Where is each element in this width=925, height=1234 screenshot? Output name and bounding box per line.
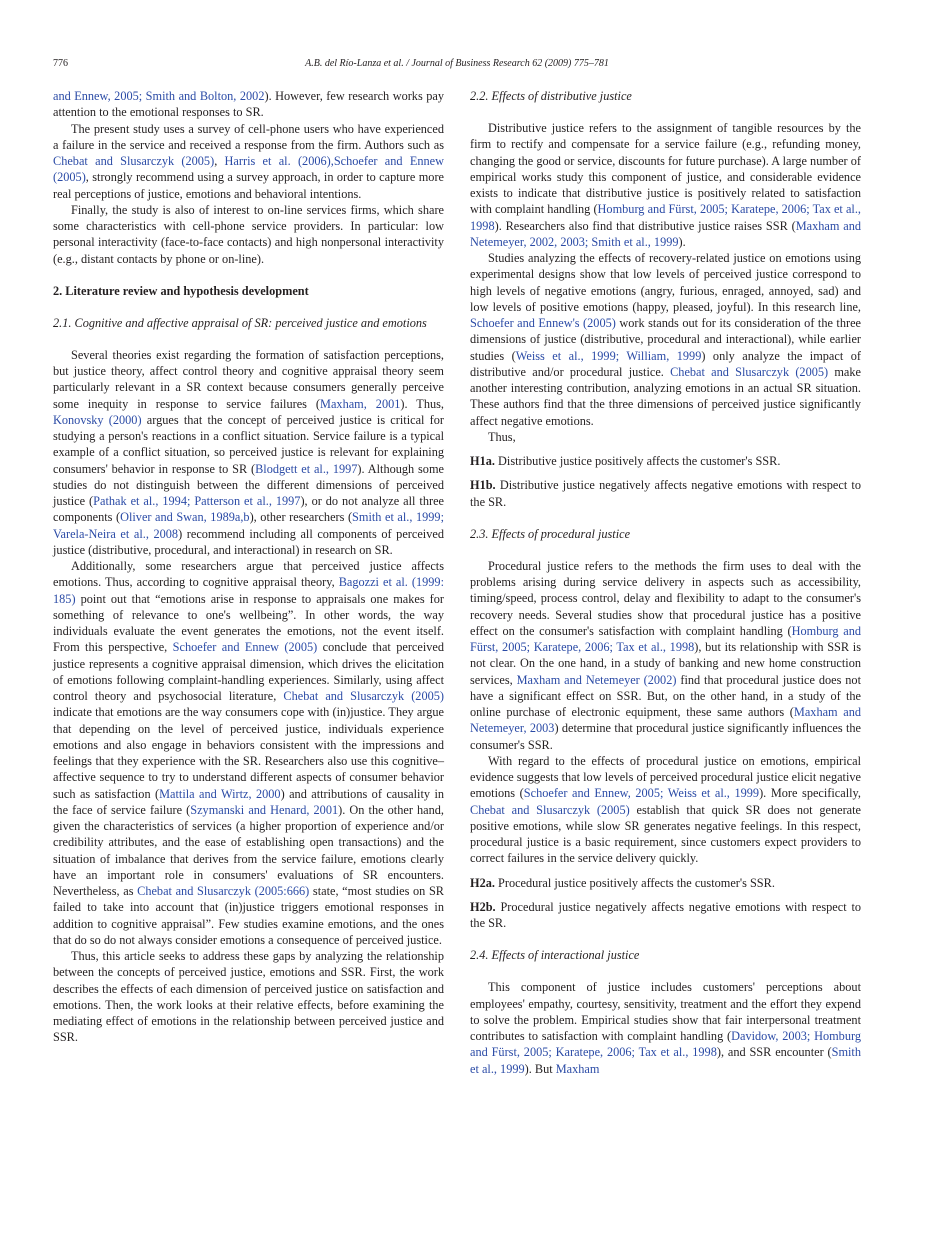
citation-link[interactable]: Davidow, 2003; Homburg and Fürst, 2005; Karatepe, 2006; Tax et al., 1998 bbox=[470, 1029, 861, 1060]
hypothesis-h1a bbox=[470, 453, 861, 469]
paragraph bbox=[53, 121, 444, 202]
hypothesis-h2b bbox=[470, 899, 861, 932]
paragraph-continued bbox=[53, 88, 444, 121]
paragraph: Thus, this article seeks to address these gaps by analyzing the relationship between the concepts of perceived justice, emotions and SSR. First, the work describes the effects of each dimension of perceived justice on satisfaction and emotions. Then, the work looks at their relative effects, before examining the mediating effect of emotions in the relationship between perceived justice and SSR. bbox=[53, 949, 444, 1045]
citation-link[interactable]: Schoefer and Ennew, 2005; Weiss et al., 1999 bbox=[523, 786, 760, 801]
text-span: conclude that perceived justice represents a cognitive appraisal dimension, which drives the elicitation of emotions following complaint-handling experiences. Similarly, using affect control theory and psychosocial literature, bbox=[53, 640, 445, 703]
text-span: argues that the concept of perceived justice is critical for studying a person's reactions in a conflict situation. Service failure is a typical example of a conflict situation, so perceived justice is relevant for explaining consumers' behavior in response to SR ( bbox=[53, 412, 444, 476]
page-header bbox=[53, 57, 861, 71]
citation-link[interactable]: Chebat and Slusarczyk (2005) bbox=[670, 364, 829, 379]
citation-link[interactable]: Pathak et al., 1994; Patterson et al., 1997 bbox=[93, 494, 301, 508]
text-span: ). More specifically, bbox=[759, 786, 861, 801]
citation-link[interactable]: Blodgett et al., 1997 bbox=[255, 461, 358, 476]
hypothesis-text: Procedural justice positively affects the customer's SSR. bbox=[498, 875, 775, 890]
citation-link[interactable]: Smith et al., 1999; Varela-Neira et al., 2008 bbox=[53, 510, 444, 541]
text-span: ) recommend including all components of perceived justice (distributive, procedural, and interactional) in research on SR. bbox=[53, 526, 444, 557]
left-column bbox=[53, 88, 444, 1046]
paragraph: Finally, the study is also of interest to on-line services firms, which share some characteristics with cell-phone service providers. In particular: low personal interactivity (face-to-face contacts) and high nonpersonal interactivity (e.g., distant contacts by phone or on-line). bbox=[53, 202, 444, 266]
citation-link[interactable]: Oliver and Swan, 1989a,b bbox=[120, 510, 250, 525]
citation-link[interactable]: , bbox=[330, 154, 334, 168]
paragraph bbox=[470, 250, 861, 429]
citation-link[interactable]: and Ennew, 2005; Smith and Bolton, 2002 bbox=[53, 89, 265, 103]
citation-link[interactable]: Schoefer and Ennew (2005) bbox=[53, 154, 444, 185]
citation-link[interactable]: Maxham and Netemeyer, 2003 bbox=[470, 705, 861, 736]
text-span: ) only analyze the impact of distributive and/or procedural justice. bbox=[470, 348, 861, 379]
citation-link[interactable]: Smith et al., 1999 bbox=[470, 1045, 861, 1076]
citation-link[interactable]: Maxham, 2001 bbox=[320, 396, 401, 411]
text-span: ), and SSR encounter ( bbox=[716, 1045, 832, 1060]
citation-link[interactable]: Chebat and Slusarczyk (2005:666) bbox=[137, 884, 310, 898]
hypothesis-text: Procedural justice negatively affects negative emotions with respect to the SR. bbox=[470, 899, 862, 930]
subsection-heading: 2.4. Effects of interactional justice bbox=[470, 948, 640, 963]
citation-link[interactable]: Chebat and Slusarczyk (2005) bbox=[283, 689, 444, 703]
text-span: ). bbox=[678, 234, 686, 249]
text-span: , bbox=[214, 154, 225, 168]
paragraph bbox=[470, 753, 861, 867]
hypothesis-h2a bbox=[470, 875, 861, 891]
text-span: ). Although some studies do not distinguish between the different dimensions of perceived justice ( bbox=[53, 461, 444, 508]
text-span: ), or do not analyze all three components ( bbox=[53, 494, 444, 525]
citation-link[interactable]: Maxham bbox=[555, 1061, 600, 1076]
text-span: establish that quick SR does not generate positive emotions, while slow SR generates negative feelings. In this respect, procedural justice is a basic requirement, since customers expect providers to correct failures in the service delivery quickly. bbox=[470, 802, 861, 866]
citation-link[interactable]: Chebat and Slusarczyk (2005) bbox=[53, 154, 215, 168]
page-number: 776 bbox=[53, 58, 68, 69]
text-span: work stands out for its consideration of the three dimensions of justice (distributive, procedural and interactional), while earlier studies ( bbox=[470, 316, 861, 363]
hypothesis-label: H2b. bbox=[470, 899, 496, 914]
citation-link[interactable]: Harris et al. (2006) bbox=[224, 154, 331, 168]
section-heading: 2. Literature review and hypothesis development bbox=[53, 283, 309, 298]
text-span: This component of justice includes customers' perceptions about employees' empathy, courtesy, sensitivity, treatment and the effort they expend to solve the problem. Empirical studies show that fair interpersonal treatment contributes to satisfaction with complaint handling ( bbox=[470, 980, 861, 1043]
right-column bbox=[470, 88, 861, 1077]
text-span: Several theories exist regarding the formation of satisfaction perceptions, but justice theory, affect control theory and cognitive appraisal theory seem particularly relevant in a SR context because consumers generally perceive some inequity in response to service failures ( bbox=[53, 347, 444, 411]
text-span: ) determine that procedural justice significantly influences the consumer's SSR. bbox=[470, 721, 862, 752]
citation-link[interactable]: Bagozzi et al. (1999: 185) bbox=[53, 575, 444, 606]
text-span: ). On the other hand, given the characteristics of services (a higher proportion of experience and/or credibility attributes, and the ease of establishing open transactions) and the situation of imbalance that derives from the service failure, emotions clearly have an important role in consumers' evaluations of SR encounters. Nevertheless, as bbox=[53, 802, 445, 898]
text-span: ), other researchers ( bbox=[249, 510, 353, 525]
hypothesis-label: H1b. bbox=[470, 478, 496, 493]
paragraph bbox=[53, 347, 444, 558]
text-span: ). But bbox=[524, 1061, 556, 1076]
citation-link[interactable]: Chebat and Slusarczyk (2005) bbox=[470, 802, 630, 817]
text-span: point out that “emotions arise in response to appraisals one makes for something of relevance to one's wellbeing”. In other words, the way individuals evaluate the event generates the emotions, not the event itself. From this perspective, bbox=[53, 591, 444, 655]
citation-link[interactable]: Szymanski and Henard, 2001 bbox=[190, 802, 339, 817]
text-span: ). Thus, bbox=[400, 396, 444, 411]
text-span: , strongly recommend using a survey approach, in order to capture more real perceptions of justice, emotions and behavioral intentions. bbox=[53, 170, 444, 201]
subsection-heading: 2.2. Effects of distributive justice bbox=[470, 89, 632, 103]
paragraph bbox=[470, 558, 861, 753]
hypothesis-h1b bbox=[470, 477, 861, 510]
citation-link[interactable]: Schoefer and Ennew's (2005) bbox=[470, 316, 616, 330]
citation-link[interactable]: Mattila and Wirtz, 2000 bbox=[159, 786, 281, 801]
subsection-heading: 2.3. Effects of procedural justice bbox=[470, 526, 631, 541]
text-span: The present study uses a survey of cell-phone users who have experienced a failure in the service and received a response from the firm. Authors such as bbox=[53, 121, 444, 152]
running-title: A.B. del Río-Lanza et al. / Journal of Business Research 62 (2009) 775–781 bbox=[305, 58, 609, 69]
citation-link[interactable]: Weiss et al., 1999; William, 1999 bbox=[515, 348, 702, 363]
citation-link[interactable]: Maxham and Netemeyer (2002) bbox=[516, 672, 677, 687]
text-span: indicate that emotions are the way consumers cope with (in)justice. They argue that depending on the level of perceived justice, individuals experience emotions and also engage in behaviors consistent with the impressions and feelings that they experience with the SR. Researchers also use this cognitive–affective sequence to try to understand different aspects of consumer behavior such as satisfaction ( bbox=[53, 705, 444, 801]
text-span: With regard to the effects of procedural justice on emotions, empirical evidence suggests that low levels of perceived procedural justice elicit negative emotions ( bbox=[470, 753, 861, 801]
text-span: make another interesting contribution, analyzing emotions in an actual SR situation. These authors find that the three dimensions of perceived justice significantly affect negative emotions. bbox=[470, 364, 861, 428]
paragraph bbox=[470, 120, 861, 250]
text-span: Additionally, some researchers argue that perceived justice affects emotions. Thus, according to cognitive appraisal theory, bbox=[53, 559, 444, 590]
citation-link[interactable]: Maxham and Netemeyer, 2002, 2003; Smith et al., 1999 bbox=[470, 218, 861, 249]
hypothesis-text: Distributive justice positively affects the customer's SSR. bbox=[498, 454, 781, 468]
text-span: Procedural justice refers to the methods the firm uses to deal with the problems arising during service delivery in aspects such as accessibility, timing/speed, process control, delay and flexibility to adapt to the consumer's recovery needs. Several studies show that procedural justice has a positive effect on the consumer's satisfaction with complaint handling ( bbox=[470, 558, 861, 638]
text-span: Distributive justice refers to the assignment of tangible resources by the firm to rectify and compensate for a service failure (e.g., refunding money, changing the good or service, discounts for future purchase). A large number of empirical works study this component of justice, and considerable evidence exists to indicate that distributive justice is positively related to satisfaction with complaint handling ( bbox=[470, 121, 861, 217]
citation-link[interactable]: Homburg and Fürst, 2005; Karatepe, 2006; Tax et al., 1998 bbox=[470, 623, 861, 654]
hypothesis-label: H1a. bbox=[470, 454, 495, 468]
text-span: state, “most studies on SR failed to take into account that (in)justice triggers emotional responses in addition to cognitive appraisal”. Few studies examine emotions, and the ones that do so do not always consider emotions a consequence of perceived justice. bbox=[53, 884, 444, 947]
paragraph: Thus, bbox=[488, 429, 516, 444]
text-span: ) and attributions of causality in the face of service failure ( bbox=[53, 786, 445, 817]
text-span: ). Researchers also find that distributive justice raises SSR ( bbox=[494, 218, 796, 233]
citation-link[interactable]: Homburg and Fürst, 2005; Karatepe, 2006; Tax et al., 1998 bbox=[470, 202, 861, 233]
hypothesis-text: Distributive justice negatively affects negative emotions with respect to the SR. bbox=[470, 478, 862, 509]
subsection-heading: 2.1. Cognitive and affective appraisal of SR: perceived justice and emotions bbox=[53, 315, 427, 330]
citation-link[interactable]: Konovsky (2000) bbox=[53, 412, 142, 427]
hypothesis-label: H2a. bbox=[470, 875, 495, 890]
citation-link[interactable]: Schoefer and Ennew (2005) bbox=[172, 640, 318, 655]
text-span: ), but its relationship with SSR is not clear. On the one hand, in a study of banking and new home construction services, bbox=[470, 640, 861, 687]
text-span: ). However, few research works pay attention to the emotional responses to SR. bbox=[53, 89, 444, 120]
paragraph bbox=[53, 558, 444, 948]
paragraph bbox=[470, 979, 861, 1077]
text-span: find that procedural justice does not have a significant effect on SSR. But, on the other hand, in a study of the online purchase of electronic equipment, these same authors ( bbox=[470, 672, 861, 719]
text-span: Studies analyzing the effects of recovery-related justice on emotions using experimental designs show that low levels of perceived justice correspond to high levels of negative emotions (angry, furious, enraged, annoyed, sad) and low levels of positive emotions (happy, pleased, joyful). In this research line, bbox=[470, 251, 861, 314]
